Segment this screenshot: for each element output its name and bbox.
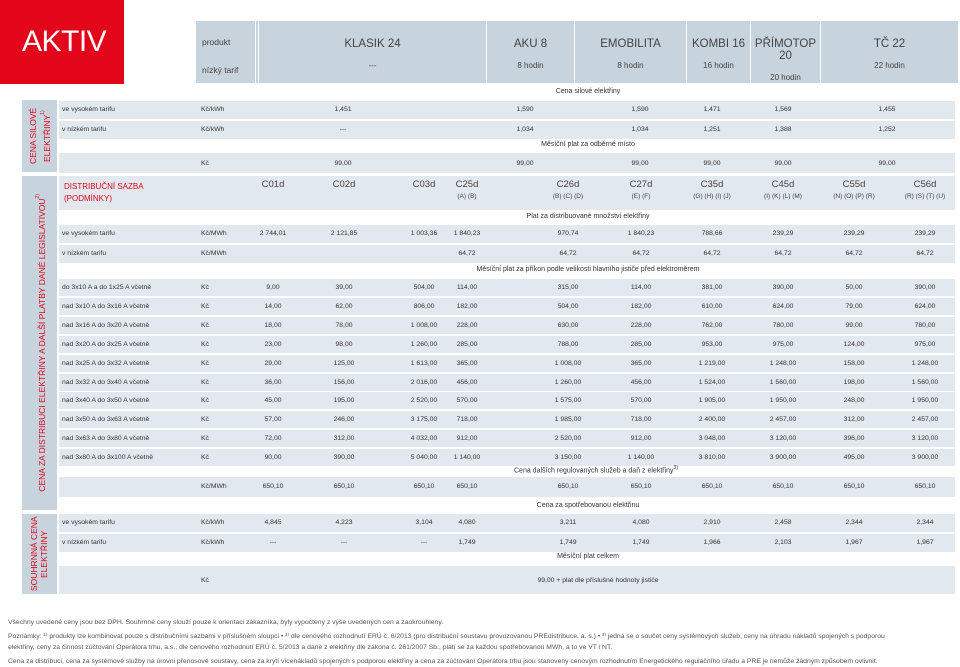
tariff-conditions: (I) (K) (L) (M) — [764, 193, 802, 200]
value-cell: 5 040,00 — [410, 454, 438, 462]
value-cell: 650,10 — [262, 483, 284, 490]
value-cell: 456,00 — [456, 378, 478, 386]
value-cell: 64,72 — [632, 250, 650, 257]
value-cell: 64,72 — [845, 250, 863, 257]
row-band — [59, 449, 955, 466]
value-cell: 2 016,00 — [410, 378, 438, 386]
row-label: v nízkém tarifu — [62, 250, 107, 257]
value-cell: 1 008,00 — [554, 359, 582, 367]
section-energy-title: Cena silové elektřiny — [555, 88, 621, 95]
value-cell: 50,00 — [845, 284, 863, 291]
row-label: nad 3x16 A do 3x20 A včetně — [62, 321, 150, 329]
section-breaker-title: Měsíční plat za příkon podle velikosti hlavního jističe před elektroměrem — [476, 266, 700, 273]
tariff-code: C45d — [771, 179, 795, 190]
value-cell: 182,00 — [630, 302, 652, 310]
value-cell: 4 032,00 — [410, 435, 438, 443]
value-cell: 1,451 — [334, 106, 352, 113]
brand-title: AKTIV — [0, 0, 124, 84]
value-cell: 3 900,00 — [911, 454, 939, 462]
value-cell: 975,00 — [772, 340, 794, 348]
value-cell: 36,00 — [264, 378, 282, 386]
value-cell: 239,29 — [914, 230, 936, 237]
value-cell: 1,749 — [559, 539, 577, 546]
row-label: nad 3x20 A do 3x25 A včetně — [62, 340, 150, 348]
section-other-title — [514, 465, 678, 474]
value-cell: --- — [269, 539, 277, 546]
product-column — [574, 21, 686, 83]
value-cell: 3 150,00 — [554, 454, 582, 462]
value-cell: 1 248,00 — [911, 359, 939, 367]
value-cell: 1 840,23 — [627, 230, 655, 237]
value-cell: 14,00 — [264, 302, 282, 310]
section-monthly-title: Měsíční plat za odběrné místo — [541, 141, 635, 148]
unit-label: Kč/kWh — [201, 519, 225, 526]
tariff-code: C55d — [842, 179, 866, 190]
value-cell: 1 950,00 — [769, 397, 797, 405]
tariff-conditions: (E) (F) — [631, 193, 651, 200]
value-cell: 1,967 — [845, 539, 863, 546]
section-total-title: Cena za spotřebovanou elektřinu — [536, 502, 640, 509]
value-cell: 570,00 — [630, 397, 652, 405]
tariff-code: C01d — [261, 179, 285, 190]
row-label: ve vysokém tarifu — [62, 230, 115, 237]
value-cell: 1,034 — [516, 126, 534, 133]
unit-label: Kč — [201, 397, 209, 405]
value-cell: --- — [420, 539, 428, 546]
row-band — [59, 317, 955, 334]
distribution-title: DISTRIBUČNÍ SAZBA — [64, 182, 144, 191]
value-cell: 912,00 — [456, 435, 478, 443]
value-cell: 79,00 — [845, 302, 863, 310]
tariff-conditions: (R) (S) (T) (U) — [904, 193, 946, 200]
tariff-code: C26d — [556, 179, 580, 190]
unit-label: Kč/kWh — [201, 106, 225, 113]
value-cell: 970,74 — [557, 230, 579, 237]
tariff-conditions: (B) (C) (D) — [552, 193, 584, 200]
label-product: produkt — [202, 37, 231, 47]
value-cell: 1,590 — [516, 106, 534, 113]
value-cell: 2,344 — [916, 519, 934, 526]
section-other-text: Cena dalších regulovaných služeb a daň z elektřiny — [514, 467, 674, 475]
row-label: nad 3x80 A do 3x100 A včetně — [62, 454, 154, 462]
unit-label: Kč — [201, 359, 209, 367]
value-cell: 4,845 — [264, 519, 282, 526]
value-cell: 1,749 — [458, 539, 476, 546]
value-cell: 630,00 — [557, 321, 579, 329]
row-band — [59, 336, 955, 353]
value-cell: 650,10 — [701, 483, 723, 490]
product-column — [258, 21, 486, 83]
product-name: AKU 8 — [513, 38, 548, 50]
value-cell: 1,388 — [774, 126, 792, 133]
tariff-code: C03d — [412, 179, 436, 190]
unit-label: Kč/MWh — [201, 483, 227, 490]
value-cell: 1,590 — [631, 106, 649, 113]
value-cell: 99,00 — [631, 160, 649, 167]
value-cell: 228,00 — [630, 321, 652, 329]
unit-label: Kč — [201, 378, 209, 386]
value-cell: 718,00 — [456, 416, 478, 424]
unit-label: Kč — [201, 160, 209, 167]
row-band — [59, 411, 955, 428]
total-monthly-text: 99,00 + plat dle příslušné hodnoty jističe — [537, 577, 659, 584]
tariff-code: C56d — [913, 179, 937, 190]
row-band — [59, 298, 955, 315]
value-cell: 365,00 — [456, 359, 478, 367]
row-label: ve vysokém tarifu — [62, 106, 115, 113]
value-cell: 156,00 — [333, 378, 355, 386]
value-cell: 114,00 — [630, 284, 652, 291]
value-cell: 114,00 — [456, 284, 478, 291]
value-cell: 23,00 — [264, 340, 282, 348]
value-cell: 98,00 — [335, 340, 353, 348]
tariff-conditions: (G) (H) (I) (J) — [693, 193, 731, 200]
row-band — [59, 374, 955, 391]
product-tariff-hours: 22 hodin — [874, 61, 905, 70]
header-labels — [196, 21, 256, 83]
value-cell: 64,72 — [559, 250, 577, 257]
row-label: nad 3x10 A do 3x16 A včetně — [62, 302, 150, 310]
value-cell: 650,10 — [772, 483, 794, 490]
row-band — [59, 477, 955, 497]
value-cell: 1 140,00 — [453, 454, 481, 462]
value-cell: 285,00 — [630, 340, 652, 348]
value-cell: 650,10 — [630, 483, 652, 490]
value-cell: 3 048,00 — [698, 435, 726, 443]
value-cell: 624,00 — [772, 302, 794, 310]
value-cell: 3 120,00 — [769, 435, 797, 443]
value-cell: 39,00 — [335, 284, 353, 291]
value-cell: 912,00 — [630, 435, 652, 443]
value-cell: 239,29 — [772, 230, 794, 237]
value-cell: 504,00 — [413, 284, 435, 291]
value-cell: 1,455 — [878, 106, 896, 113]
value-cell: 182,00 — [456, 302, 478, 310]
value-cell: 2,910 — [703, 519, 721, 526]
value-cell: 495,00 — [843, 454, 865, 462]
value-cell: 1 560,00 — [911, 378, 939, 386]
value-cell: 64,72 — [458, 250, 476, 257]
value-cell: 1,471 — [703, 106, 721, 113]
value-cell: 315,00 — [557, 284, 579, 291]
product-name: KOMBI 16 — [691, 38, 746, 50]
row-band — [59, 279, 955, 296]
value-cell: 99,00 — [878, 160, 896, 167]
value-cell: 650,10 — [456, 483, 478, 490]
footer-line-2: Poznámky: ¹⁾ produkty lze kombinovat pouze s distribučními sazbami v příslušném sloupci • ²⁾ dle cenového rozhodnutí ERÚ č. 6/2013 (pro distribuční soustavu provozovanou PREdistribuce, a. s.) • ³⁾ jedná se o součet ceny systémových služeb, ceny na úhradu nákladů spojených s podporou — [8, 633, 885, 640]
value-cell: 312,00 — [333, 435, 355, 443]
product-tariff-hours: --- — [368, 61, 377, 70]
value-cell: 1 008,00 — [410, 321, 438, 329]
value-cell: 4,080 — [458, 519, 476, 526]
value-cell: 3 175,00 — [410, 416, 438, 424]
footer-line-1: Všechny uvedené ceny jsou bez DPH. Souhrnné ceny slouží pouze k orientaci zákazníka, byly vypočteny z výše uvedených cen a zaokrouhleny. — [8, 619, 444, 626]
unit-label: Kč — [201, 416, 209, 424]
footnote-mark: 3) — [673, 465, 678, 471]
sidebar-energy: CENA SILOVÉ ELEKTŘINY$^{1)}$ — [22, 100, 57, 172]
value-cell: 1 575,00 — [554, 397, 582, 405]
row-band — [59, 153, 955, 173]
tariff-conditions: (A) (B) — [457, 193, 477, 200]
unit-label: Kč/MWh — [201, 250, 227, 257]
section-amount-title: Plat za distribuované množství elektřiny — [526, 213, 650, 220]
value-cell: 64,72 — [703, 250, 721, 257]
value-cell: 396,00 — [843, 435, 865, 443]
tariff-code: C02d — [332, 179, 356, 190]
row-band — [59, 245, 955, 263]
value-cell: 2 744,01 — [259, 230, 287, 237]
value-cell: 2,458 — [774, 519, 792, 526]
value-cell: 1 260,00 — [554, 378, 582, 386]
row-band — [59, 566, 955, 594]
value-cell: 99,00 — [774, 160, 792, 167]
value-cell: 3,104 — [415, 519, 433, 526]
product-tariff-hours: 20 hodin — [770, 73, 801, 82]
distribution-subtitle: (PODMÍNKY) — [64, 194, 112, 203]
row-band — [59, 534, 955, 552]
value-cell: 29,00 — [264, 359, 282, 367]
value-cell: 3 900,00 — [769, 454, 797, 462]
value-cell: 2 121,85 — [330, 230, 358, 237]
section-total-monthly-title: Měsíční plat celkem — [557, 553, 619, 560]
value-cell: 64,72 — [916, 250, 934, 257]
value-cell: 1 524,00 — [698, 378, 726, 386]
value-cell: 2 520,00 — [554, 435, 582, 443]
row-label: nad 3x63 A do 3x80 A včetně — [62, 435, 150, 443]
unit-label: Kč — [201, 435, 209, 443]
value-cell: 975,00 — [914, 340, 936, 348]
value-cell: 9,00 — [266, 284, 280, 291]
value-cell: 198,00 — [843, 378, 865, 386]
row-label: nad 3x40 A do 3x50 A včetně — [62, 397, 150, 405]
value-cell: 390,00 — [333, 454, 355, 462]
value-cell: 62,00 — [335, 302, 353, 310]
value-cell: 806,00 — [413, 302, 435, 310]
tariff-code: C35d — [700, 179, 724, 190]
value-cell: 762,00 — [701, 321, 723, 329]
value-cell: 1,251 — [703, 126, 721, 133]
value-cell: 158,00 — [843, 359, 865, 367]
row-band — [59, 514, 955, 532]
row-band — [59, 225, 955, 243]
unit-label: Kč/kWh — [201, 539, 225, 546]
value-cell: 1,967 — [916, 539, 934, 546]
value-cell: 390,00 — [772, 284, 794, 291]
tariff-conditions: (N) (O) (P) (R) — [833, 193, 875, 200]
tariff-code: C25d — [455, 179, 479, 190]
value-cell: 1 219,00 — [698, 359, 726, 367]
sidebar-total: SOUHRNNÁ CENA ELEKTŘINY — [22, 514, 57, 594]
value-cell: 246,00 — [333, 416, 355, 424]
value-cell: 99,00 — [703, 160, 721, 167]
value-cell: 365,00 — [630, 359, 652, 367]
row-label: v nízkém tarifu — [62, 539, 107, 546]
value-cell: 72,00 — [264, 435, 282, 443]
footer-line-4: Cena za distribuci, cena za systémové služby na úrovni přenosové soustavy, cena za krytí vícenákladů spojených s podporou elektřiny a cena za zúčtování Operátora trhu jsou stanoveny cenovým rozhodnutím Energetického regulačního úřadu a PRE je nemůže žádným způsobem ovlivnit. — [8, 658, 878, 665]
row-band — [59, 355, 955, 372]
value-cell: 610,00 — [701, 302, 723, 310]
value-cell: 1 003,36 — [410, 230, 438, 237]
product-column — [686, 21, 750, 83]
value-cell: 4,080 — [632, 519, 650, 526]
value-cell: 3 810,00 — [698, 454, 726, 462]
value-cell: 1,966 — [703, 539, 721, 546]
value-cell: 2 520,00 — [410, 397, 438, 405]
value-cell: 570,00 — [456, 397, 478, 405]
value-cell: 2 457,00 — [769, 416, 797, 424]
label-tariff: nízký tarif — [202, 65, 239, 75]
row-label: v nízkém tarifu — [62, 126, 107, 133]
value-cell: 390,00 — [914, 284, 936, 291]
value-cell: 504,00 — [557, 302, 579, 310]
value-cell: 780,00 — [772, 321, 794, 329]
value-cell: 2 400,00 — [698, 416, 726, 424]
value-cell: 1 260,00 — [410, 340, 438, 348]
value-cell: 3 120,00 — [911, 435, 939, 443]
value-cell: 788,00 — [557, 340, 579, 348]
unit-label: Kč — [201, 321, 209, 329]
value-cell: 1,252 — [878, 126, 896, 133]
value-cell: 650,10 — [843, 483, 865, 490]
value-cell: 1 248,00 — [769, 359, 797, 367]
value-cell: 2,344 — [845, 519, 863, 526]
row-label: ve vysokém tarifu — [62, 519, 115, 526]
value-cell: 99,00 — [334, 160, 352, 167]
row-band — [59, 121, 955, 139]
unit-label: Kč/kWh — [201, 126, 225, 133]
value-cell: 1,749 — [632, 539, 650, 546]
value-cell: 18,00 — [264, 321, 282, 329]
row-label: nad 3x32 A do 3x40 A včetně — [62, 378, 150, 386]
value-cell: 624,00 — [914, 302, 936, 310]
row-band — [59, 101, 955, 119]
value-cell: 1 613,00 — [410, 359, 438, 367]
unit-label: Kč — [201, 340, 209, 348]
product-name: PŘÍMOTOP 20 — [754, 38, 817, 62]
value-cell: 4,223 — [335, 519, 353, 526]
unit-label: Kč — [201, 577, 209, 584]
value-cell: 1,034 — [631, 126, 649, 133]
value-cell: 195,00 — [333, 397, 355, 405]
value-cell: 2 457,00 — [911, 416, 939, 424]
value-cell: 312,00 — [843, 416, 865, 424]
value-cell: 90,00 — [264, 454, 282, 462]
value-cell: 650,10 — [557, 483, 579, 490]
value-cell: 1 840,23 — [453, 230, 481, 237]
value-cell: 285,00 — [456, 340, 478, 348]
value-cell: 99,00 — [516, 160, 534, 167]
value-cell: 1 905,00 — [698, 397, 726, 405]
value-cell: 45,00 — [264, 397, 282, 405]
product-column — [486, 21, 574, 83]
value-cell: 788,66 — [701, 230, 723, 237]
value-cell: 248,00 — [843, 397, 865, 405]
value-cell: 1,569 — [774, 106, 792, 113]
value-cell: 239,29 — [843, 230, 865, 237]
unit-label: Kč/MWh — [201, 230, 227, 237]
value-cell: 650,10 — [333, 483, 355, 490]
value-cell: 1 140,00 — [627, 454, 655, 462]
footer-line-3: elektřiny, ceny za činnost zúčtování Operátora trhu, a.s., dle cenového rozhodnutí ERÚ č. 5/2013 a daně z elektřiny dle zákona č. 261/2007 Sb., platí se za každou spotřebovanou MWh, a to ve VT i NT. — [8, 644, 613, 651]
value-cell: 1 560,00 — [769, 378, 797, 386]
value-cell: 125,00 — [333, 359, 355, 367]
product-column — [820, 21, 958, 83]
value-cell: 953,00 — [701, 340, 723, 348]
product-column — [750, 21, 820, 83]
unit-label: Kč — [201, 454, 209, 462]
sidebar-distribution: CENA ZA DISTRIBUCI ELEKTŘINY A DALŠÍ PLATBY DANÉ LEGISLATIVOU$^{2)}$ — [22, 176, 57, 510]
value-cell: 381,00 — [701, 284, 723, 291]
value-cell: 718,00 — [630, 416, 652, 424]
value-cell: --- — [339, 126, 347, 133]
value-cell: 78,00 — [335, 321, 353, 329]
product-name: TČ 22 — [873, 38, 906, 50]
tariff-code: C27d — [629, 179, 653, 190]
row-band — [59, 430, 955, 447]
product-tariff-hours: 8 hodin — [517, 61, 544, 70]
value-cell: 650,10 — [413, 483, 435, 490]
distribution-header-band — [59, 176, 955, 210]
unit-label: Kč — [201, 284, 209, 291]
product-name: EMOBILITA — [600, 38, 661, 50]
value-cell: 780,00 — [914, 321, 936, 329]
product-tariff-hours: 8 hodin — [617, 61, 644, 70]
row-band — [59, 392, 955, 409]
value-cell: 1 950,00 — [911, 397, 939, 405]
value-cell: 64,72 — [774, 250, 792, 257]
unit-label: Kč — [201, 302, 209, 310]
value-cell: 1 985,00 — [554, 416, 582, 424]
value-cell: 650,10 — [914, 483, 936, 490]
row-label: nad 3x50 A do 3x63 A včetně — [62, 416, 150, 424]
product-name: KLASIK 24 — [344, 38, 401, 50]
value-cell: 228,00 — [456, 321, 478, 329]
value-cell: 456,00 — [630, 378, 652, 386]
value-cell: 2,103 — [774, 539, 792, 546]
value-cell: --- — [340, 539, 348, 546]
value-cell: 3,211 — [559, 519, 577, 526]
row-label: do 3x10 A a do 1x25 A včetně — [62, 284, 152, 291]
product-tariff-hours: 16 hodin — [703, 61, 734, 70]
value-cell: 124,00 — [843, 340, 865, 348]
row-label: nad 3x25 A do 3x32 A včetně — [62, 359, 150, 367]
value-cell: 57,00 — [264, 416, 282, 424]
value-cell: 99,00 — [845, 321, 863, 329]
